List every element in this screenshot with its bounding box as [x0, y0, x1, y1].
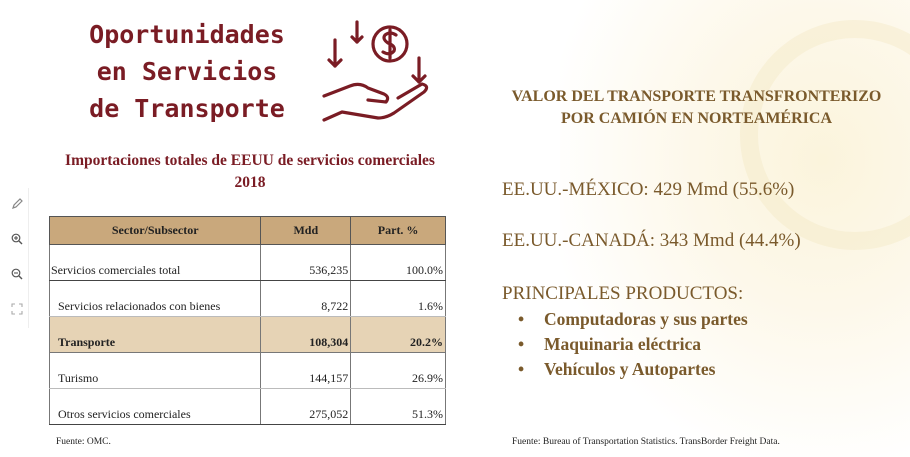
table-source: Fuente: OMC. [56, 437, 111, 447]
row-label: Transporte [50, 317, 261, 353]
row-label: Servicios relacionados con bienes [50, 281, 261, 317]
row-part: 20.2% [351, 317, 446, 353]
header-sector: Sector/Subsector [50, 217, 261, 245]
row-mdd: 144,157 [261, 353, 351, 389]
product-label: Vehículos y Autopartes [544, 359, 716, 379]
table-caption-line-1: Importaciones totales de EEUU de servicios comerciales [65, 152, 435, 169]
slide-title [52, 16, 322, 127]
bullet: • [518, 359, 525, 379]
row-mdd: 275,052 [261, 389, 351, 425]
viewer-toolbar [3, 188, 29, 328]
bullet: • [518, 309, 525, 329]
right-source: Fuente: Bureau of Transportation Statistics. TransBorder Freight Data. [512, 437, 780, 447]
table-header-row [50, 217, 446, 245]
slide-title-line-1: Oportunidades [89, 20, 285, 49]
slide-title-line-2: en Servicios [96, 57, 278, 86]
stat-us-mexico: EE.UU.-MÉXICO: 429 Mmd (55.6%) [502, 179, 795, 200]
table-caption-line-2: 2018 [234, 174, 266, 191]
list-item [518, 357, 748, 382]
table-caption [40, 150, 460, 194]
row-part: 1.6% [351, 281, 446, 317]
table-row-highlight [50, 317, 446, 353]
table-row [50, 281, 446, 317]
stat-us-canada: EE.UU.-CANADÁ: 343 Mmd (44.4%) [502, 230, 801, 251]
row-part: 26.9% [351, 353, 446, 389]
section-title-line-2: POR CAMIÓN EN NORTEAMÉRICA [561, 110, 832, 127]
imports-table [49, 216, 446, 425]
header-part: Part. % [351, 217, 446, 245]
product-label: Maquinaria eléctrica [544, 334, 701, 354]
row-part: 100.0% [351, 245, 446, 281]
list-item [518, 332, 748, 357]
slide-title-line-3: de Transporte [89, 94, 285, 123]
row-label: Servicios comerciales total [50, 245, 261, 281]
table-row [50, 353, 446, 389]
row-part: 51.3% [351, 389, 446, 425]
bullet: • [518, 334, 525, 354]
list-item [518, 307, 748, 332]
table-row [50, 245, 446, 281]
products-heading: PRINCIPALES PRODUCTOS: [502, 283, 744, 304]
pen-icon[interactable] [9, 196, 25, 212]
product-label: Computadoras y sus partes [544, 309, 748, 329]
products-list [518, 307, 748, 382]
section-title [494, 86, 899, 130]
table-row [50, 389, 446, 425]
header-mdd: Mdd [261, 217, 351, 245]
row-label: Otros servicios comerciales [50, 389, 261, 425]
section-title-line-1: VALOR DEL TRANSPORTE TRANSFRONTERIZO [511, 88, 882, 105]
zoom-out-icon[interactable] [9, 266, 25, 282]
row-label: Turismo [50, 353, 261, 389]
hand-coin-arrows-icon [322, 16, 432, 128]
zoom-in-icon[interactable] [9, 231, 25, 247]
row-mdd: 536,235 [261, 245, 351, 281]
fullscreen-icon[interactable] [9, 301, 25, 317]
row-mdd: 8,722 [261, 281, 351, 317]
row-mdd: 108,304 [261, 317, 351, 353]
